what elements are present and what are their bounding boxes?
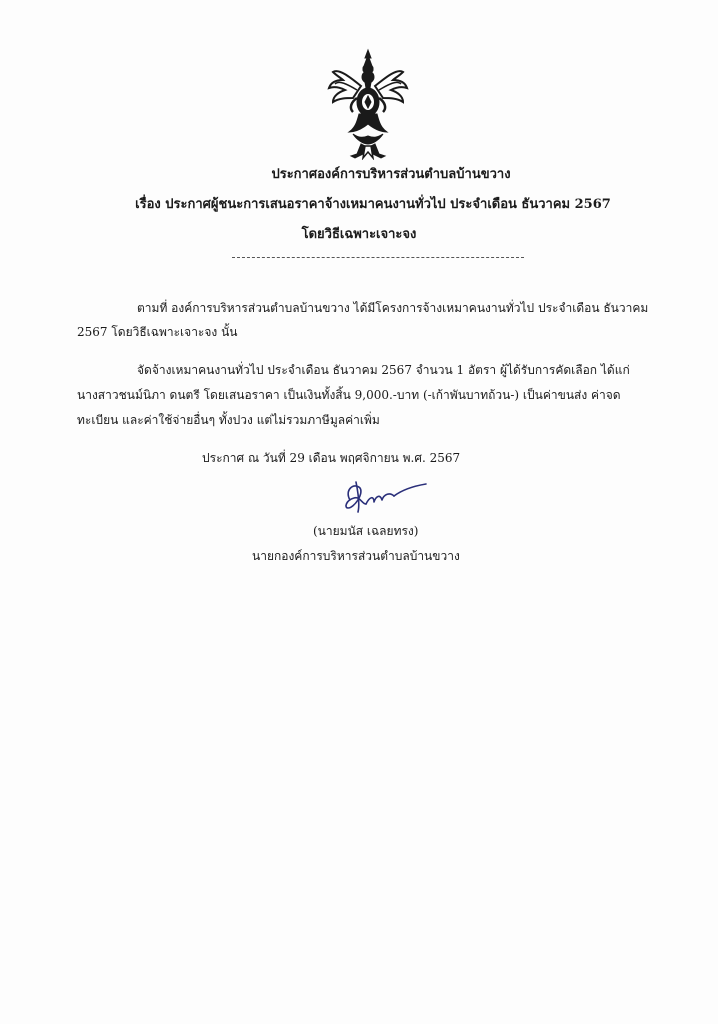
org-title: ประกาศองค์การบริหารส่วนตำบลบ้านขวาง (271, 167, 511, 182)
paragraph-2-line-1: จัดจ้างเหมาคนงานทั่วไป ประจำเดือน ธันวาคม 2567 จำนวน 1 อัตรา ผู้ได้รับการคัดเลือก ได้แก่ (137, 363, 630, 377)
announcement-date: ประกาศ ณ วันที่ 29 เดือน พฤศจิกายน พ.ศ. 2567 (202, 451, 461, 465)
signatory-name: (นายมนัส เฉลยทรง) (313, 524, 419, 538)
header-divider (232, 257, 524, 258)
paragraph-2-line-2: นางสาวชนม์นิภา ดนตรี โดยเสนอราคา เป็นเงินทั้งสิ้น 9,000.-บาท (-เก้าพันบาทถ้วน-) เป็นค่าขนส่ง ค่าจด (77, 388, 621, 402)
signatory-position: นายกองค์การบริหารส่วนตำบลบ้านขวาง (252, 549, 460, 563)
subject-line: เรื่อง ประกาศผู้ชนะการเสนอราคาจ้างเหมาคนงานทั่วไป ประจำเดือน ธันวาคม 2567 (135, 197, 611, 212)
announcement-header (0, 160, 718, 250)
paragraph-2-line-3: ทะเบียน และค่าใช้จ่ายอื่นๆ ทั้งปวง แต่ไม่รวมภาษีมูลค่าเพิ่ม (77, 413, 380, 427)
garuda-emblem-icon (327, 48, 409, 160)
handwritten-signature (336, 478, 432, 518)
paragraph-1-line-1: ตามที่ องค์การบริหารส่วนตำบลบ้านขวาง ได้มีโครงการจ้างเหมาคนงานทั่วไป ประจำเดือน ธันวาคม (137, 301, 649, 315)
method-line: โดยวิธีเฉพาะเจาะจง (301, 227, 417, 242)
paragraph-1-line-2: 2567 โดยวิธีเฉพาะเจาะจง นั้น (77, 325, 238, 339)
